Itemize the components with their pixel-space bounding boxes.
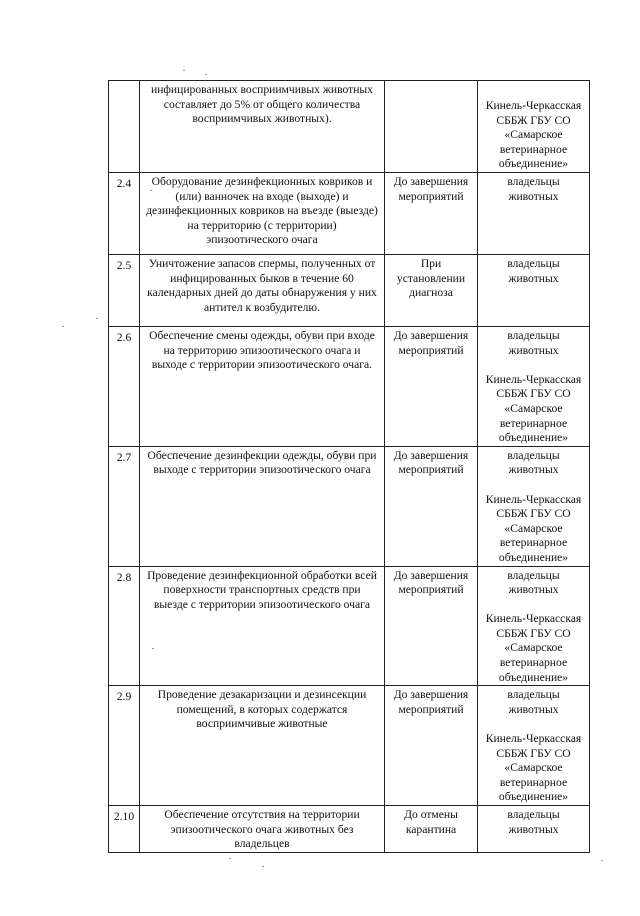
measure-description: Проведение дезинфекционной обработки всей поверхности транспортных средств при выезде с территории эпизоотического очага	[140, 566, 385, 686]
responsible-line: Кинель-Черкасская	[485, 372, 582, 386]
responsible-line: Кинель-Черкасская	[485, 99, 582, 112]
measure-responsible	[478, 81, 590, 173]
measure-description: Уничтожение запасов спермы, полученных от инфицированных быков в течение 60 календарных дней до даты обнаружения у них антител к возбудителю.	[140, 255, 385, 327]
responsible-line: «Самарское	[504, 128, 563, 142]
responsible-line: животных	[508, 822, 559, 836]
scan-speck	[229, 858, 231, 859]
row-number: 2.4	[109, 173, 140, 255]
scan-speck	[62, 326, 64, 327]
row-number: 2.9	[109, 686, 140, 806]
measure-responsible	[478, 686, 590, 806]
measure-deadline: До завершения мероприятий	[385, 446, 478, 566]
responsible-line: животных	[508, 583, 559, 597]
row-number	[109, 81, 140, 173]
row-number: 2.10	[109, 806, 140, 853]
measure-deadline: До завершения мероприятий	[385, 566, 478, 686]
measure-responsible	[478, 255, 590, 327]
scan-speck	[601, 860, 603, 861]
responsible-line: животных	[508, 189, 559, 203]
responsible-line: объединение»	[498, 550, 569, 564]
measure-deadline: До завершения мероприятий	[385, 173, 478, 255]
table-row	[109, 173, 590, 255]
measure-responsible	[478, 327, 590, 447]
responsible-line: владельцы	[507, 808, 560, 821]
responsible-line: СББЖ ГБУ СО	[496, 746, 571, 760]
table-row	[109, 446, 590, 566]
measure-responsible	[478, 446, 590, 566]
measure-description: Обеспечение дезинфекции одежды, обуви при выходе с территории эпизоотического очага	[140, 446, 385, 566]
measure-deadline: До отмены карантина	[385, 806, 478, 853]
responsible-line: владельцы	[507, 568, 560, 582]
responsible-line: объединение»	[498, 670, 569, 684]
measure-deadline: До завершения мероприятий	[385, 327, 478, 447]
scan-speck	[96, 318, 98, 319]
table-row	[109, 806, 590, 853]
measure-deadline: До завершения мероприятий	[385, 686, 478, 806]
responsible-line: Кинель-Черкасская	[485, 732, 582, 746]
measure-responsible	[478, 173, 590, 255]
table-row	[109, 81, 590, 173]
responsible-line: объединение»	[498, 790, 569, 804]
row-number: 2.8	[109, 566, 140, 686]
responsible-line: «Самарское	[504, 521, 563, 535]
table-row	[109, 686, 590, 806]
measure-description: инфицированных восприимчивых животных составляет до 5% от общего количества восприимчивых животных).	[140, 81, 385, 173]
responsible-line: «Самарское	[504, 761, 563, 775]
responsible-line: ветеринарное	[499, 142, 568, 156]
measures-table	[108, 80, 590, 853]
scan-speck	[183, 70, 185, 71]
table-row	[109, 566, 590, 686]
row-number: 2.5	[109, 255, 140, 327]
scan-speck	[262, 866, 264, 867]
measure-description: Обеспечение отсутствия на территории эпизоотического очага животных без владельцев	[140, 806, 385, 853]
row-number: 2.6	[109, 327, 140, 447]
row-number: 2.7	[109, 446, 140, 566]
responsible-line: Кинель-Черкасская	[485, 492, 582, 506]
measure-description: Проведение дезакаризации и дезинсекции помещений, в которых содержатся восприимчивые животные	[140, 686, 385, 806]
responsible-line: ветеринарное	[499, 656, 568, 670]
measure-deadline: При установлении диагноза	[385, 255, 478, 327]
responsible-line: владельцы	[507, 448, 560, 462]
responsible-line: СББЖ ГБУ СО	[496, 626, 571, 640]
table-row	[109, 327, 590, 447]
responsible-line: СББЖ ГБУ СО	[496, 113, 571, 127]
responsible-line: «Самарское	[504, 401, 563, 415]
responsible-line: животных	[508, 463, 559, 477]
responsible-line: владельцы	[507, 688, 560, 702]
responsible-line: ветеринарное	[499, 416, 568, 430]
measure-deadline	[385, 81, 478, 173]
responsible-line: животных	[508, 702, 559, 716]
scan-speck	[150, 190, 152, 191]
measure-description: Оборудование дезинфекционных ковриков и (или) ванночек на входе (выходе) и дезинфекционных ковриков на въезде (выезде) на территорию (с территории) эпизоотического очага	[140, 173, 385, 255]
responsible-line: СББЖ ГБУ СО	[496, 507, 571, 521]
scan-speck	[205, 74, 207, 75]
responsible-line: объединение»	[498, 157, 569, 171]
responsible-line: владельцы	[507, 175, 560, 188]
responsible-line: животных	[508, 271, 559, 285]
responsible-line: «Самарское	[504, 641, 563, 655]
responsible-line: ветеринарное	[499, 775, 568, 789]
responsible-line: Кинель-Черкасская	[485, 612, 582, 626]
responsible-line: объединение»	[498, 431, 569, 445]
responsible-line: владельцы	[507, 257, 560, 270]
measure-responsible	[478, 566, 590, 686]
responsible-line: СББЖ ГБУ СО	[496, 387, 571, 401]
measure-responsible	[478, 806, 590, 853]
table-row	[109, 255, 590, 327]
measure-description: Обеспечение смены одежды, обуви при входе на территорию эпизоотического очага и выходе с территории эпизоотического очага.	[140, 327, 385, 447]
responsible-line: животных	[508, 343, 559, 357]
scan-speck	[152, 648, 154, 649]
responsible-line: владельцы	[507, 329, 560, 342]
responsible-line: ветеринарное	[499, 536, 568, 550]
